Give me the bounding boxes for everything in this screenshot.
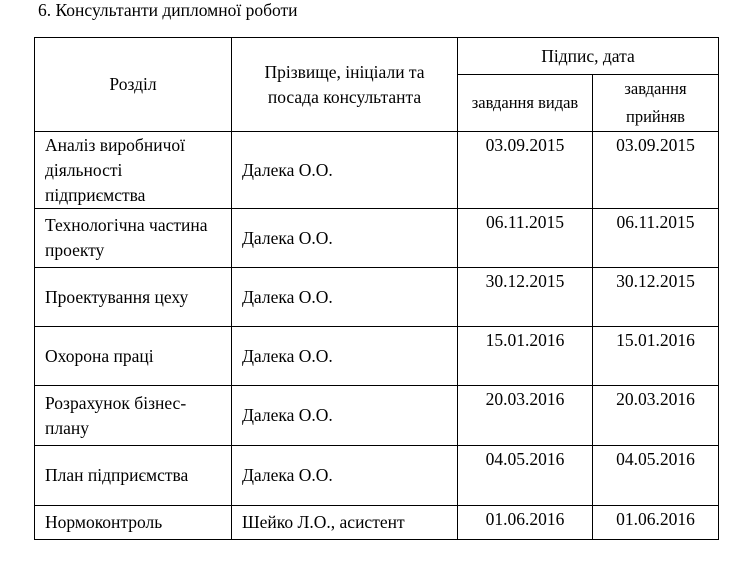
- row-issued-date: 06.11.2015: [458, 209, 593, 268]
- table-row: [35, 209, 719, 268]
- row-section: Розрахунок бізнес-плану: [35, 386, 232, 446]
- table-row: [35, 268, 719, 327]
- row-person: Далека О.О.: [232, 386, 458, 446]
- header-section: Розділ: [35, 38, 232, 132]
- header-row: [35, 38, 719, 75]
- row-issued-date: 15.01.2016: [458, 327, 593, 386]
- table-row: [35, 506, 719, 540]
- row-accepted-date: 01.06.2016: [593, 506, 719, 540]
- row-section: Проектування цеху: [35, 268, 232, 327]
- row-issued-date: 30.12.2015: [458, 268, 593, 327]
- row-person: Далека О.О.: [232, 327, 458, 386]
- row-section: Охорона праці: [35, 327, 232, 386]
- header-accepted: завдання прийняв: [593, 75, 719, 132]
- row-accepted-date: 06.11.2015: [593, 209, 719, 268]
- consultants-table: [34, 37, 719, 540]
- row-accepted-date: 03.09.2015: [593, 132, 719, 209]
- table-row: [35, 132, 719, 209]
- header-issued: завдання видав: [458, 75, 593, 132]
- row-section: Технологічна частина проекту: [35, 209, 232, 268]
- row-accepted-date: 30.12.2015: [593, 268, 719, 327]
- table-row: [35, 386, 719, 446]
- row-issued-date: 04.05.2016: [458, 446, 593, 506]
- row-issued-date: 01.06.2016: [458, 506, 593, 540]
- row-person: Далека О.О.: [232, 209, 458, 268]
- row-accepted-date: 04.05.2016: [593, 446, 719, 506]
- header-signature: Підпис, дата: [458, 38, 719, 75]
- table-row: [35, 446, 719, 506]
- row-person: Далека О.О.: [232, 132, 458, 209]
- row-section: План підприємства: [35, 446, 232, 506]
- row-person: Шейко Л.О., асистент: [232, 506, 458, 540]
- row-accepted-date: 15.01.2016: [593, 327, 719, 386]
- row-person: Далека О.О.: [232, 446, 458, 506]
- row-issued-date: 03.09.2015: [458, 132, 593, 209]
- table-row: [35, 327, 719, 386]
- row-person: Далека О.О.: [232, 268, 458, 327]
- row-issued-date: 20.03.2016: [458, 386, 593, 446]
- row-accepted-date: 20.03.2016: [593, 386, 719, 446]
- section-title: 6. Консультанти дипломної роботи: [38, 0, 298, 20]
- header-person: Прізвище, ініціали та посада консультанта: [232, 38, 458, 132]
- row-section: Нормоконтроль: [35, 506, 232, 540]
- row-section: Аналіз виробничої діяльності підприємства: [35, 132, 232, 209]
